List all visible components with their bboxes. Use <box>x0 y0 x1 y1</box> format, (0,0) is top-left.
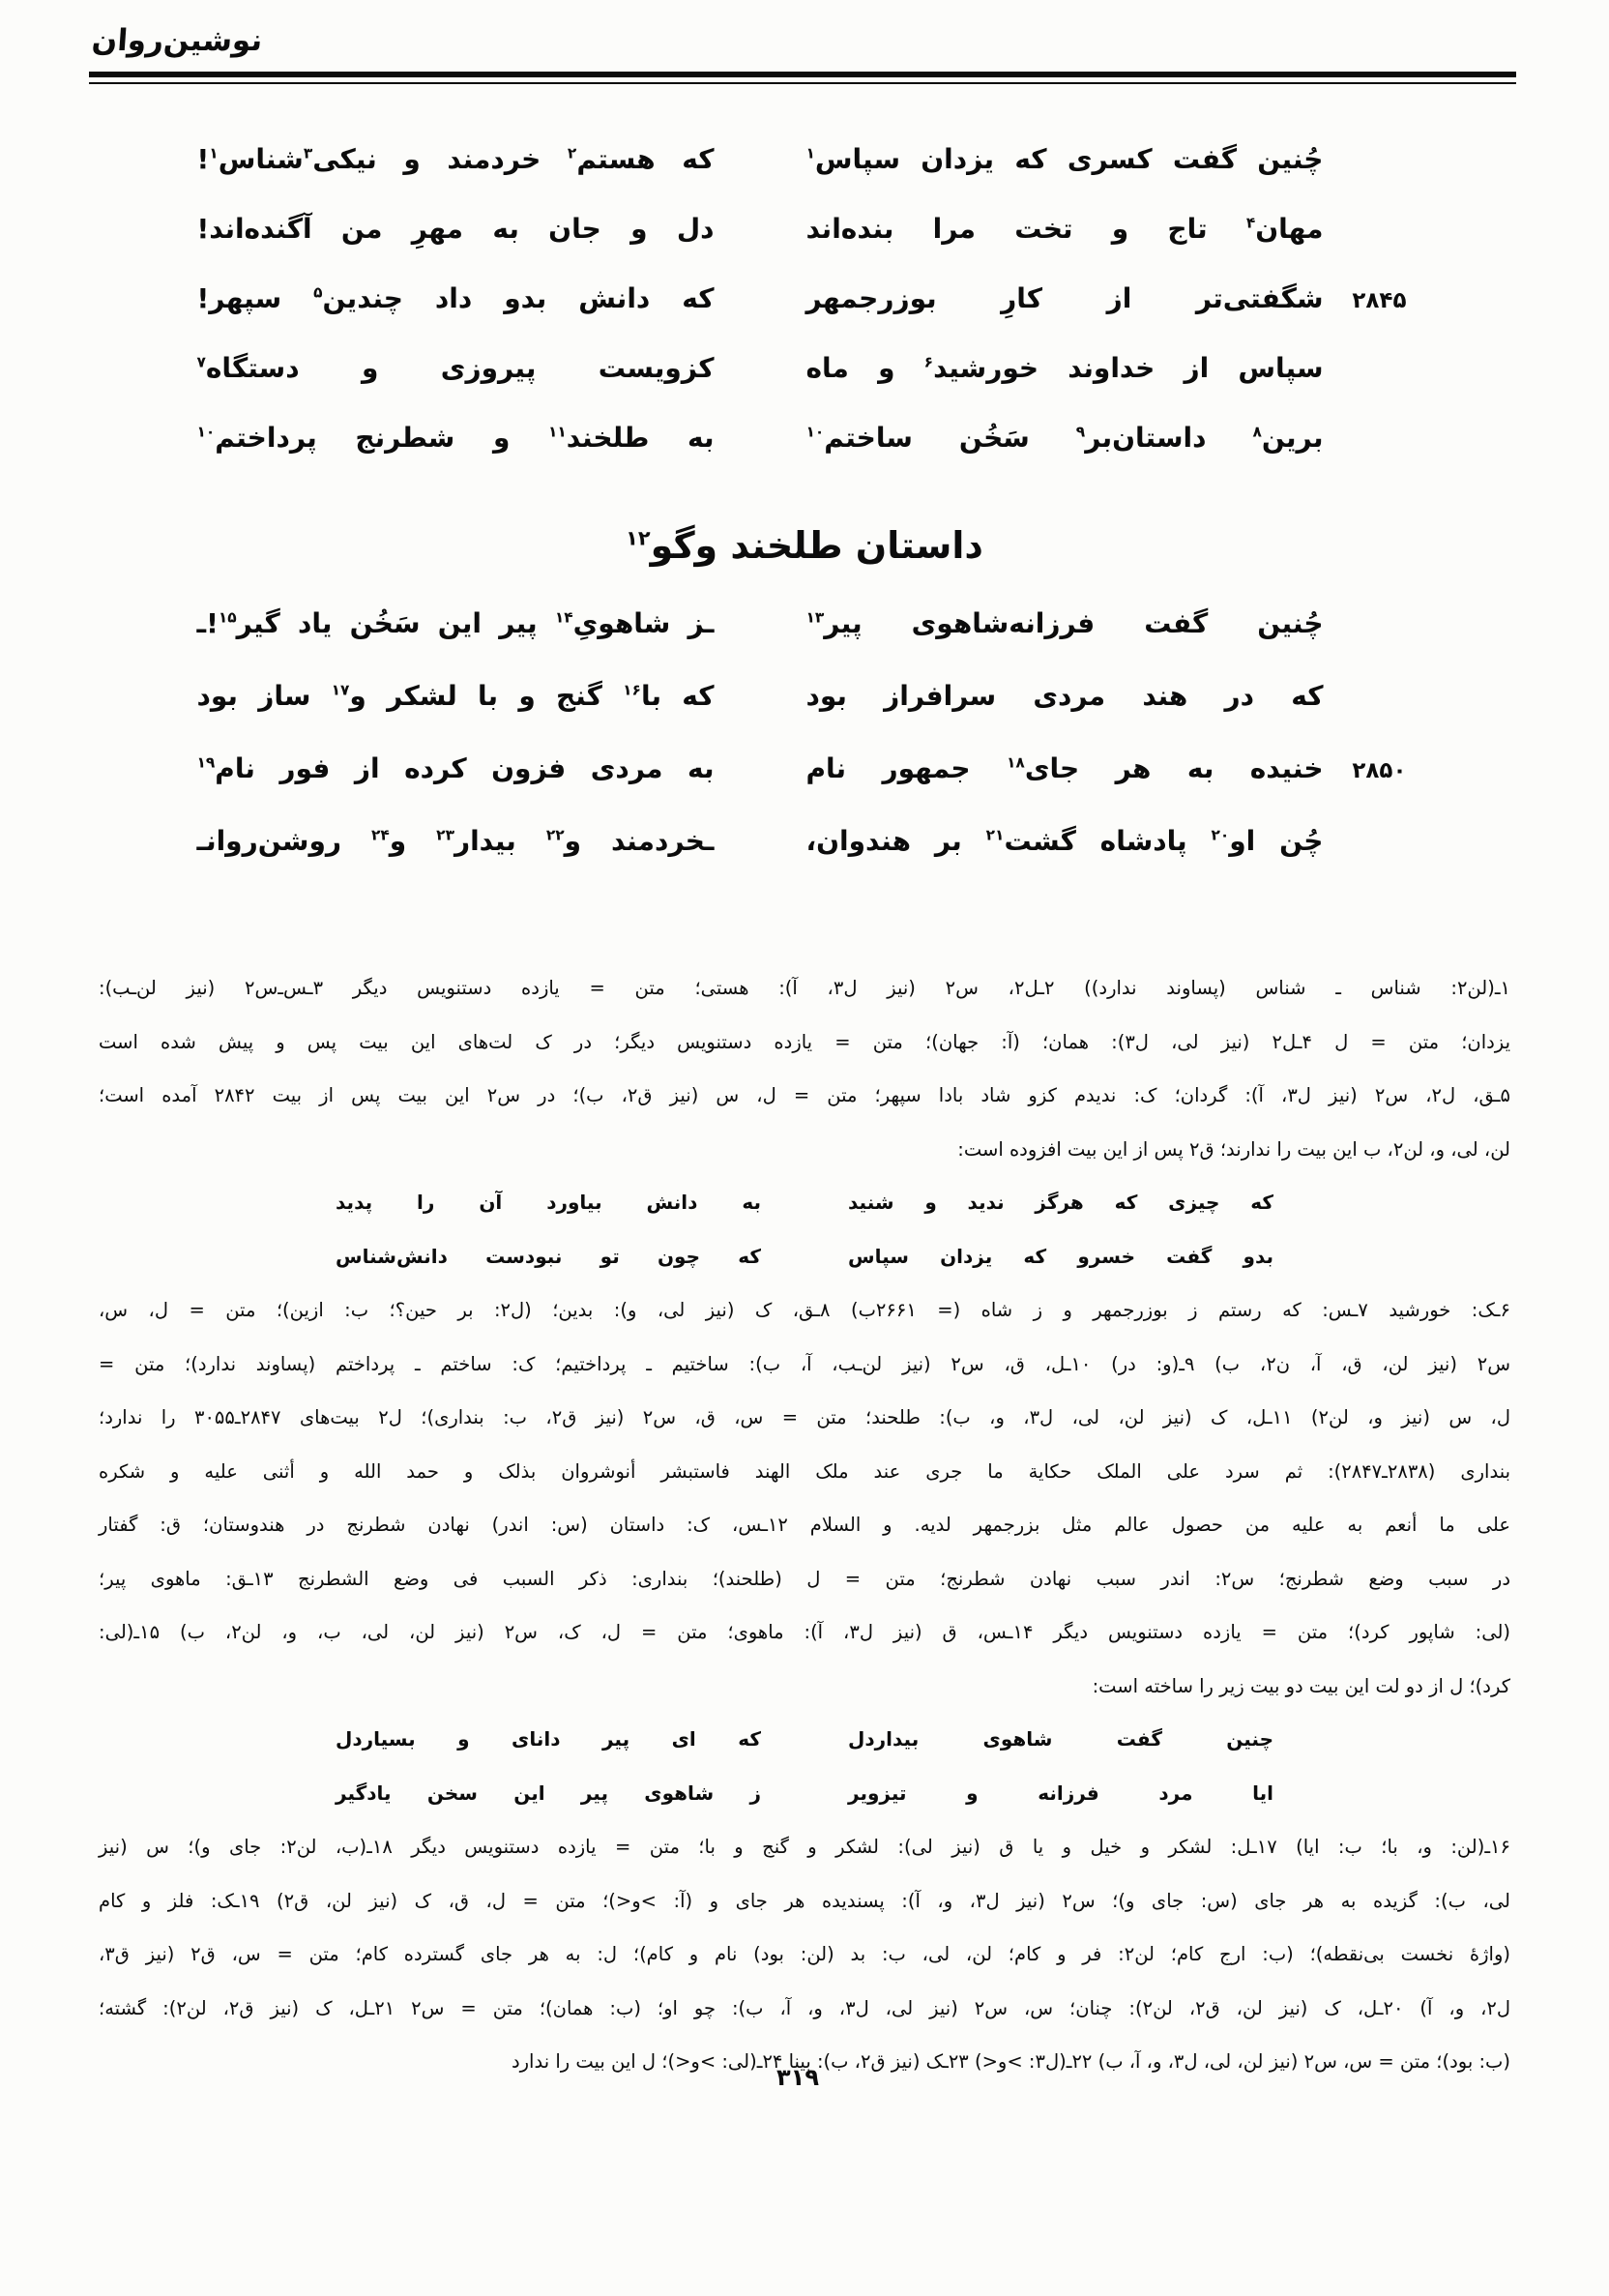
running-head-title: نوشین‌روان <box>90 23 264 58</box>
apparatus-line: یزدان؛ متن = ل ۴ـل۲ (نیز لی، ل۳): همان؛ (آ: جهان)؛ متن = یازده دستنویس دیگر؛ در ک لت‌های این بیت پس و پیش شده است <box>99 1030 1510 1053</box>
critical-apparatus <box>99 961 1510 2089</box>
apparatus-line: لن، لی، و، لن۲، ب این بیت را ندارند؛ ق۲ پس از این بیت افزوده است: <box>957 1137 1510 1161</box>
hemistich-a: سپاس از خداوند خورشید$^۶$ و ماه <box>805 352 1324 384</box>
hemistich-b: که با$^{۱۶}$ گنج و با لشکر و$^{۱۷}$ ساز بود <box>196 680 715 712</box>
hemistich-b: به طلخند$^{۱۱}$ و شطرنج پرداختم$^{۱۰}$ <box>196 422 715 454</box>
couplet-row <box>196 752 1407 825</box>
quote-hemistich-b: ز شاهوی پیر این سخن یادگیر <box>336 1781 761 1805</box>
apparatus-quoted-couplet <box>99 1713 1510 1767</box>
apparatus-line: ل، س (نیز و، لن۲) ۱۱ـل، ک (نیز لن، لی، ل۳، و، ب): طلحند؛ متن = س، ق، س۲ (نیز ق۲، ب: بنداری)؛ ل۲ بیت‌های ۲۸۴۷ـ۳۰۵۵ را ندارد؛ <box>99 1406 1510 1428</box>
apparatus-line: ۱۶ـ(لن: و، با؛ ب: ایا) ۱۷ـل: لشکر و خیل و یا ق (نیز لی): لشکر و گنج و با؛ متن = یازده دستنویس دیگر ۱۸ـ(ب، لن۲: جای و)؛ س (نیز <box>99 1836 1510 1858</box>
hemistich-a: که در هند مردی سرافراز بود <box>805 680 1324 712</box>
couplet-row <box>196 143 1407 213</box>
quote-hemistich-a: ایا مرد فرزانه و تیزویر <box>848 1781 1273 1805</box>
hemistich-a: خنیده به هر جای$^{۱۸}$ جمهور نام <box>805 752 1324 784</box>
couplet-row <box>196 680 1407 752</box>
apparatus-line: کرد)؛ ل از دو لت این بیت دو بیت زیر را ساخته است: <box>1092 1674 1510 1697</box>
hemistich-a: شگفتی‌تر از کارِ بوزرجمهر <box>805 282 1324 314</box>
hemistich-a: چُن او$^{۲۰}$ پادشاه گشت$^{۲۱}$ بر هندوان، <box>805 825 1324 857</box>
hemistich-a: چُنین گفت فرزانه‌شاهوی پیر$^{۱۳}$ <box>805 607 1324 639</box>
page-number: ۳۱۹ <box>776 2064 819 2091</box>
apparatus-line: ل۲، و، آ) ۲۰ـل، ک (نیز لن، ق۲، لن۲): چنان؛ س، س۲ (نیز لی، ل۳، و، آ، ب): چو او؛ (ب: همان)؛ متن = س۲ ۲۱ـل، ک (نیز ق۲، لن۲): گشته؛ <box>99 1996 1511 2019</box>
hemistich-b: دل و جان به مهرِ من آگنده‌اند! <box>196 213 715 245</box>
couplet-row <box>196 825 1407 898</box>
apparatus-line: لی، ب): گزیده به هر جای (س: جای و)؛ س۲ (نیز ل۳، و، آ): پسندیده هر جای و (آ: >و<)؛ متن = ل، ق، ک (نیز لن، ق۲) ۱۹ـک: فلز و کام <box>99 1889 1510 1912</box>
hemistich-b: ـز شاهویِ$^{۱۴}$ پیر این سَخُن یاد گیر$^{۱۵}$!ـ <box>196 607 715 639</box>
apparatus-quoted-couplet <box>99 1767 1510 1821</box>
couplet-row <box>196 282 1407 352</box>
hemistich-a: چُنین گفت کسری که یزدان سپاس$^۱$ <box>805 143 1324 175</box>
section-title: داستان طلخند وگو$^{۱۲}$ <box>626 524 983 567</box>
header-rule-divider <box>89 72 1516 84</box>
hemistich-b: کزویست پیروزی و دستگاه$^۷$ <box>196 352 715 384</box>
quote-hemistich-b: به دانش بیاورد آن را پدید <box>336 1191 761 1214</box>
apparatus-line: علی ما أنعم به علیه من حصول عالم مثل بزرجمهر لدیه. و السلام ۱۲ـس، ک: داستان (س: اندر) نهادن شطرنج در هندوستان؛ ق: گفتار <box>99 1514 1510 1536</box>
quote-hemistich-b: که ای پیر دانای و بسیاردل <box>336 1727 761 1751</box>
hemistich-a: مهان$^۴$ تاج و تخت مرا بنده‌اند <box>805 213 1324 245</box>
quote-hemistich-a: چنین گفت شاهوی بیداردل <box>848 1727 1273 1751</box>
apparatus-line: ۵ـق، ل۲، س۲ (نیز ل۳، آ): گردان؛ ک: ندیدم کزو شاد بادا سپهر؛ متن = ل، س (نیز ق۲، ب)؛ در س۲ این بیت پس از بیت ۲۸۴۲ آمده است؛ <box>99 1084 1511 1106</box>
apparatus-line: (واژهٔ نخست بی‌نقطه)؛ (ب: ارج کام؛ لن۲: فر و کام؛ لن، لی، ب: بد (لن: بود) نام و کام)؛ ل: به هر جای گسترده کام؛ متن = س، ق۲ (نیز ق۳، <box>99 1943 1511 1965</box>
hemistich-b: که دانش بدو داد چندین$^۵$ سپهر! <box>196 282 715 314</box>
apparatus-quoted-couplet <box>99 1176 1510 1230</box>
couplet-row <box>196 422 1407 491</box>
apparatus-line: در سبب وضع شطرنج؛ س۲: اندر سبب نهادن شطرنج؛ متن = ل (طلحند)؛ بنداری: ذکر السبب فی وضع الشطرنج ۱۳ـق: ماهوی پیر؛ <box>99 1567 1511 1590</box>
verse-number: ۲۸۵۰ <box>1352 758 1407 783</box>
hemistich-a: برین$^۸$ داستان‌بر$^۹$ سَخُن ساختم$^{۱۰}$ <box>805 422 1324 454</box>
couplet-row <box>196 607 1407 680</box>
quote-hemistich-b: که چون تو نبودست دانش‌شناس <box>336 1244 761 1268</box>
apparatus-line: بنداری (۲۸۳۸ـ۲۸۴۷): ثم سرد علی الملک حکایة ما جری عند ملک الهند فاستبشر أنوشروان بذلک و حمد الله و أثنی علیه و شکره <box>99 1459 1511 1483</box>
couplet-row <box>196 213 1407 282</box>
apparatus-line: (ب: بود)؛ متن = س، س۲ (نیز لن، لی، ل۳، و، آ، ب) ۲۲ـ(ل۳: >و<) ۲۳ـک (نیز ق۲، ب): بینا ۲۴ـ(لی: >و<)؛ ل این بیت را ندارد <box>511 2050 1510 2073</box>
apparatus-line: ۶ـک: خورشید ۷ـس: که رستم ز بوزرجمهر و ز شاه (= ۲۶۶۱ب) ۸ـق، ک (نیز لی، و): بدین؛ (ل۲: بر حین؟؛ ب: ازین)؛ متن = ل، س، <box>99 1299 1510 1321</box>
verse-number: ۲۸۴۵ <box>1352 288 1407 313</box>
quote-hemistich-a: که چیزی که هرگز ندید و شنید <box>848 1191 1273 1214</box>
hemistich-b: که هستم$^۲$ خردمند و نیکی$^۳$شناس$^۱$! <box>196 143 715 175</box>
couplet-row <box>196 352 1407 422</box>
quote-hemistich-a: بدو گفت خسرو که یزدان سپاس <box>848 1244 1273 1268</box>
hemistich-b: به مردی فزون کرده از فور نام$^{۱۹}$ <box>196 752 715 784</box>
hemistich-b: ـخردمند و$^{۲۲}$ بیدار$^{۲۳}$ و$^{۲۴}$ روشن‌روانـ <box>196 825 715 857</box>
apparatus-line: ۱ـ(لن۲: شناس ـ شناس (پساوند ندارد)) ۲ـل۲، س۲ (نیز ل۳، آ): هستی؛ متن = یازده دستنویس دیگر ۳ـس‌ـ‌س۲ (نیز لن‌ـب): <box>99 977 1511 999</box>
verse-block-2 <box>196 607 1407 898</box>
apparatus-quoted-couplet <box>99 1230 1510 1284</box>
apparatus-line: (لی: شاپور کرد)؛ متن = یازده دستنویس دیگر ۱۴ـس، ق (نیز ل۳، آ): ماهوی؛ متن = ل، ک، س۲ (نیز لن، لی، ب، و، لن۲، ب) ۱۵ـ(لی: <box>99 1621 1511 1643</box>
apparatus-line: س۲ (نیز لن، ق، آ، ن۲، ب) ۹ـ(و: در) ۱۰ـل، ق، س۲ (نیز لن‌ـب، آ، ب): ساختیم ـ پرداختیم؛ ک: ساختم ـ پرداختم (پساوند ندارد)؛ متن = <box>99 1352 1510 1375</box>
